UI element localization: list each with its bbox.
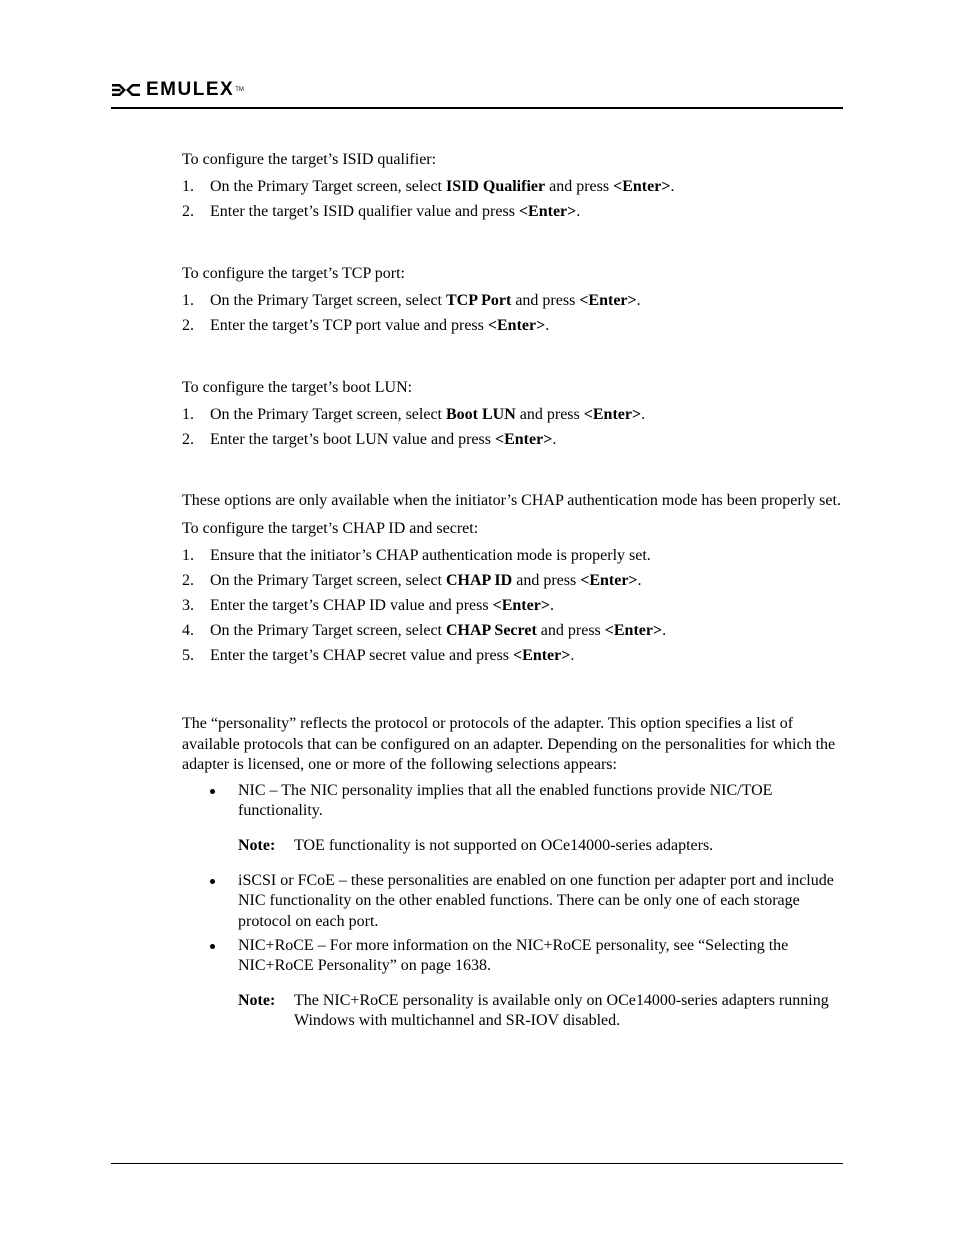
bullet-icon [210,879,215,884]
footer-divider [111,1163,843,1164]
bullet-icon [210,789,215,794]
personality-section [182,714,842,1031]
list-item: 2. Enter the target’s ISID qualifier value and press <Enter>. [182,203,581,220]
lun-intro: To configure the target’s boot LUN: [182,379,413,396]
chap-section [182,491,842,666]
tcp-section [182,263,842,336]
page-content [182,149,842,1031]
chap-steps [182,545,842,666]
list-item: NIC+RoCE – For more information on the NIC+RoCE personality, see “Selecting the NIC+RoCE Personality” on page 1638. [182,936,842,977]
personality-options-2 [182,871,842,976]
list-item: 1. On the Primary Target screen, select Boot LUN and press <Enter>. [182,406,646,423]
isid-steps [182,176,842,222]
list-item: iSCSI or FCoE – these personalities are enabled on one function per adapter port and include NIC functionality on the other enabled functions. There can be only one of each storage protocol on each port. [182,871,842,932]
list-item: 1. On the Primary Target screen, select ISID Qualifier and press <Enter>. [182,178,675,195]
list-item: 2. Enter the target’s TCP port value and press <Enter>. [182,317,550,334]
isid-intro: To configure the target’s ISID qualifier: [182,151,437,168]
note-toe: Note: TOE functionality is not supported on OCe14000-series adapters. [238,836,714,854]
header-divider [111,107,843,109]
list-item: 4. On the Primary Target screen, select CHAP Secret and press <Enter>. [182,622,667,640]
isid-section [182,149,842,222]
chap-description: These options are only available when the initiator’s CHAP authentication mode has been properly set. [182,492,841,509]
emulex-logo-mark-icon [111,83,141,97]
lun-steps [182,404,842,450]
emulex-logo [111,80,244,100]
tcp-intro: To configure the target’s TCP port: [182,265,405,282]
lun-section [182,377,842,450]
note-roce: Note: The NIC+RoCE personality is available only on OCe14000-series adapters running Windows with multichannel and SR-IOV disabled. [238,991,829,1029]
personality-description: The “personality” reflects the protocol or protocols of the adapter. This option specifies a list of available protocols that can be configured on an adapter. Depending on the personalities for which the adapter is licensed, one or more of the following selections appears: [182,715,836,773]
logo-trademark: TM [235,87,244,93]
list-item: 1. On the Primary Target screen, select TCP Port and press <Enter>. [182,292,641,309]
list-item: 3. Enter the target’s CHAP ID value and press <Enter>. [182,597,554,615]
logo-wordmark: EMULEX [146,79,235,100]
personality-options [182,781,842,822]
list-item: 2. On the Primary Target screen, select CHAP ID and press <Enter>. [182,572,642,590]
list-item: NIC – The NIC personality implies that all the enabled functions provide NIC/TOE functionality. [182,781,842,822]
bullet-icon [210,944,215,949]
list-item: 1. Ensure that the initiator’s CHAP authentication mode is properly set. [182,547,651,565]
list-item: 2. Enter the target’s boot LUN value and press <Enter>. [182,431,557,448]
tcp-steps [182,290,842,336]
chap-intro: To configure the target’s CHAP ID and secret: [182,520,479,538]
list-item: 5. Enter the target’s CHAP secret value and press <Enter>. [182,647,575,665]
